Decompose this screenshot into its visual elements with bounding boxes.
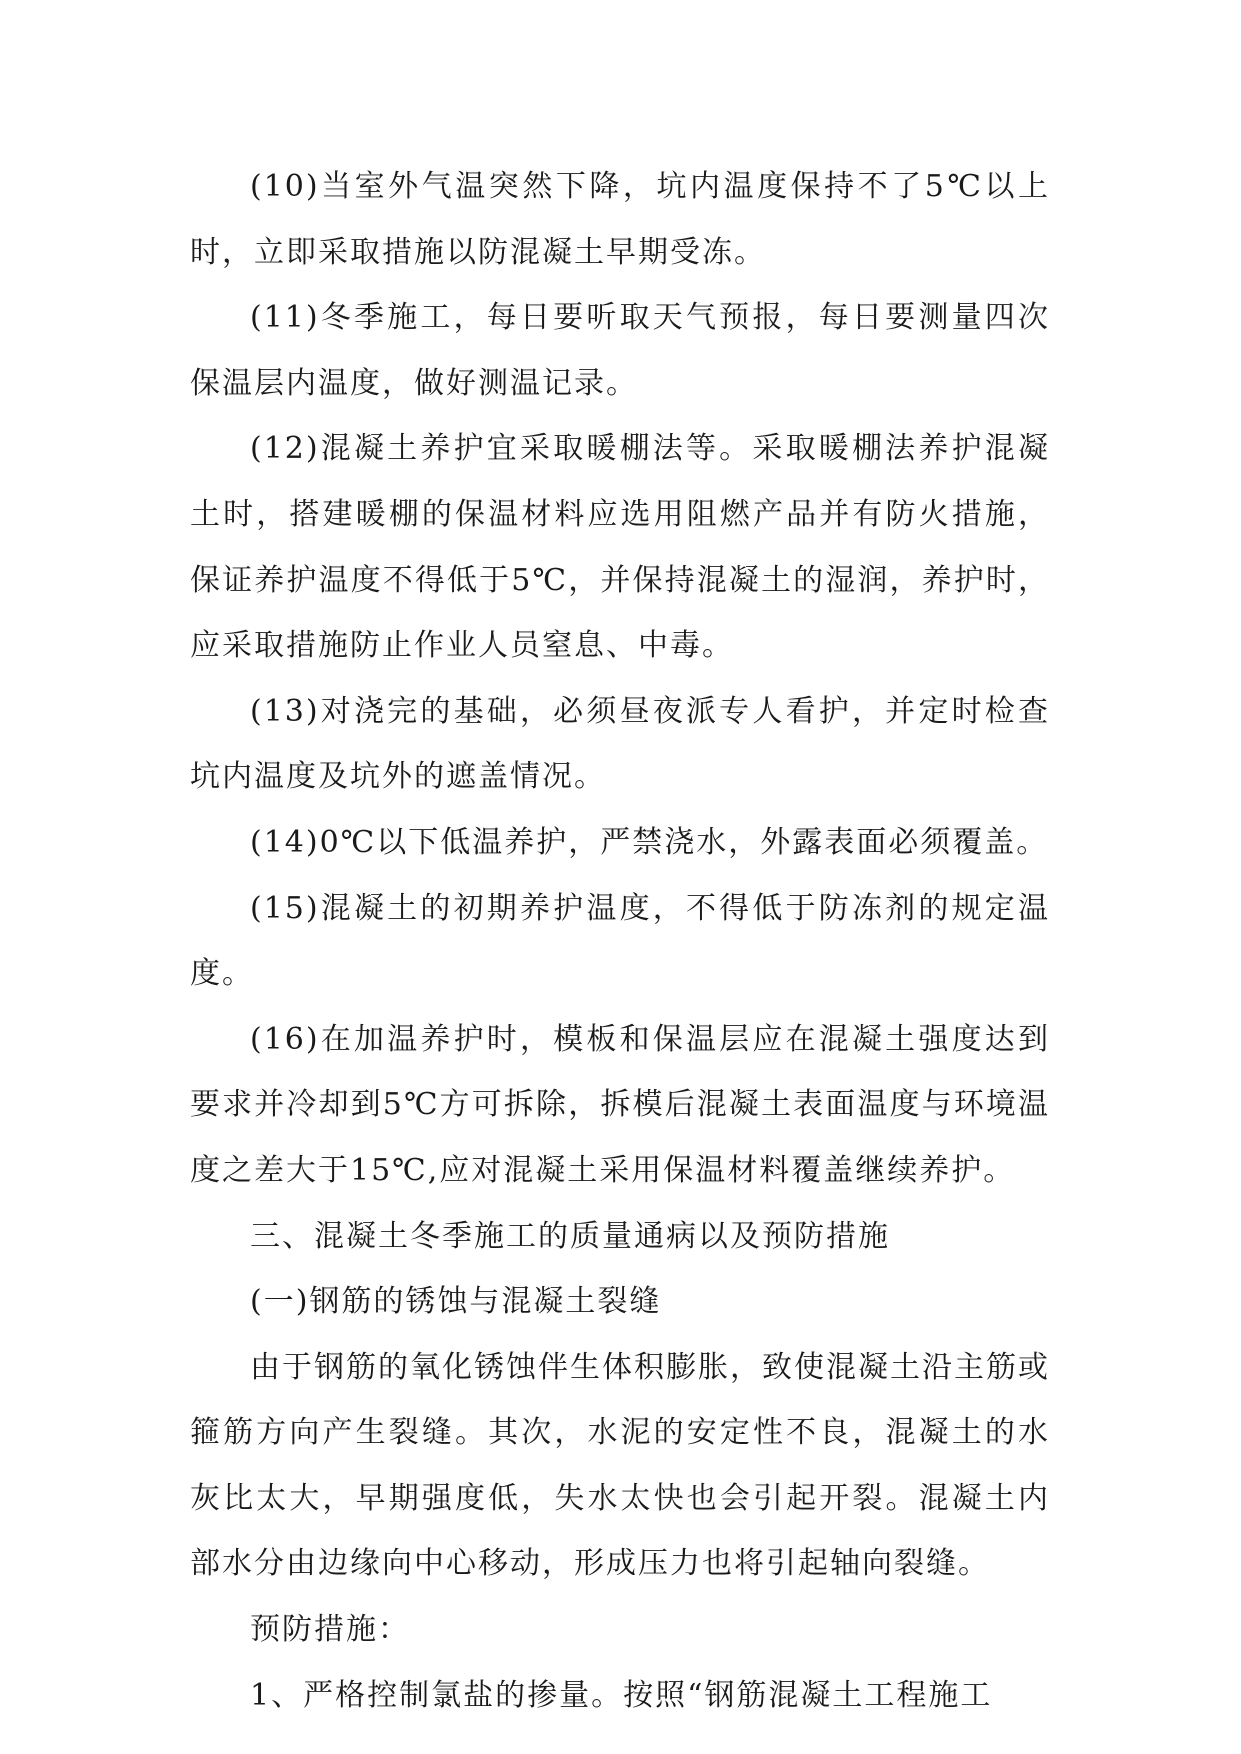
body-text — [190, 154, 1050, 1728]
section-heading-quality-defects: 三、混凝土冬季施工的质量通病以及预防措施 — [250, 1218, 890, 1254]
paragraph-11-weather-forecast: (11)冬季施工，每日要听取天气预报，每日要测量四次保温层内温度，做好测温记录。 — [190, 300, 1050, 401]
paragraph-12-warm-shed-curing: (12)混凝土养护宜采取暖棚法等。采取暖棚法养护混凝土时，搭建暖棚的保温材料应选用阻燃产品并有防火措施，保证养护温度不得低于5℃，并保持混凝土的湿润，养护时，应采取措施防止作业人员窒息、中毒。 — [190, 431, 1050, 664]
paragraph-corrosion-cause: 由于钢筋的氧化锈蚀伴生体积膨胀，致使混凝土沿主筋或箍筋方向产生裂缝。其次，水泥的安定性不良，混凝土的水灰比太大，早期强度低，失水太快也会引起开裂。混凝土内部水分由边缘向中心移动，形成压力也将引起轴向裂缝。 — [190, 1349, 1050, 1582]
paragraph-16-formwork-removal: (16)在加温养护时，模板和保温层应在混凝土强度达到要求并冷却到5℃方可拆除，拆模后混凝土表面温度与环境温度之差大于15℃,应对混凝土采用保温材料覆盖继续养护。 — [190, 1021, 1050, 1188]
paragraph-13-foundation-watch: (13)对浇完的基础，必须昼夜派专人看护，并定时检查坑内温度及坑外的遮盖情况。 — [190, 693, 1050, 795]
paragraph-14-low-temp-curing: (14)0℃以下低温养护，严禁浇水，外露表面必须覆盖。 — [250, 824, 1049, 860]
paragraph-15-initial-curing-temp: (15)混凝土的初期养护温度，不得低于防冻剂的规定温度。 — [190, 890, 1050, 992]
preventive-measures-label: 预防措施： — [250, 1612, 410, 1648]
subsection-heading-rebar-corrosion: (一)钢筋的锈蚀与混凝土裂缝 — [250, 1284, 662, 1320]
measure-1-chloride-control: 1、严格控制氯盐的掺量。按照“钢筋混凝土工程施工 — [250, 1677, 993, 1713]
paragraph-10-outdoor-temperature-drop: (10)当室外气温突然下降，坑内温度保持不了5℃以上时，立即采取措施以防混凝土早期受冻。 — [190, 169, 1050, 270]
